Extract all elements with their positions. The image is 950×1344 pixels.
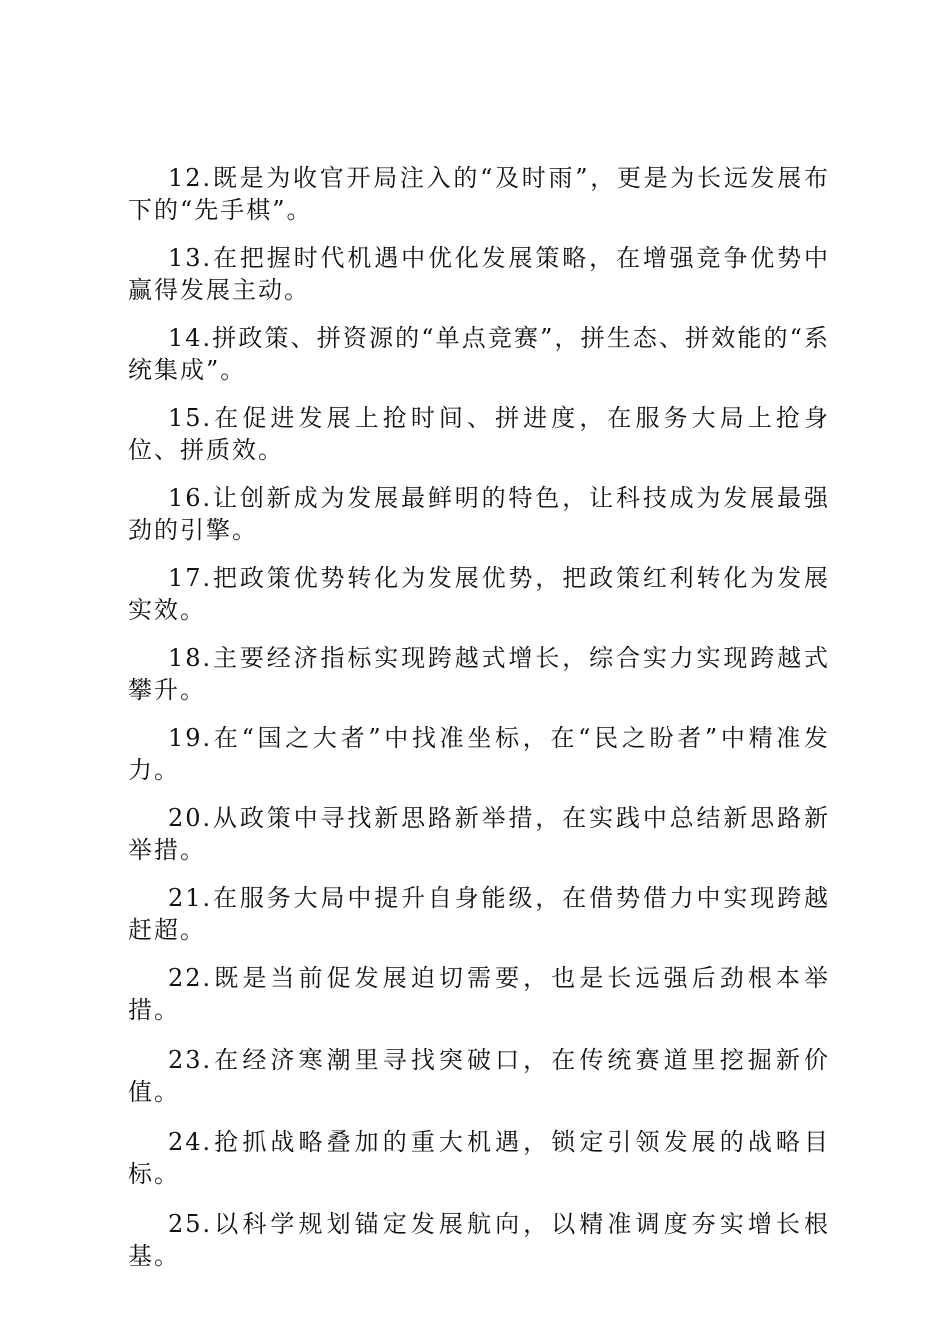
paragraph-18: 18.主要经济指标实现跨越式增长，综合实力实现跨越式攀升。 <box>128 644 830 704</box>
paragraph-13: 13.在把握时代机遇中优化发展策略，在增强竞争优势中赢得发展主动。 <box>128 244 830 304</box>
paragraph-19: 19.在“国之大者”中找准坐标，在“民之盼者”中精准发力。 <box>128 724 830 784</box>
paragraph-25: 25.以科学规划锚定发展航向，以精准调度夯实增长根基。 <box>128 1210 830 1270</box>
paragraph-12: 12.既是为收官开局注入的“及时雨”，更是为长远发展布下的“先手棋”。 <box>128 164 830 224</box>
paragraph-16: 16.让创新成为发展最鲜明的特色，让科技成为发展最强劲的引擎。 <box>128 484 830 544</box>
paragraph-24: 24.抢抓战略叠加的重大机遇，锁定引领发展的战略目标。 <box>128 1128 830 1188</box>
paragraph-17: 17.把政策优势转化为发展优势，把政策红利转化为发展实效。 <box>128 564 830 624</box>
paragraph-15: 15.在促进发展上抢时间、拼进度，在服务大局上抢身位、拼质效。 <box>128 404 830 464</box>
paragraph-21: 21.在服务大局中提升自身能级，在借势借力中实现跨越赶超。 <box>128 884 830 944</box>
paragraph-23: 23.在经济寒潮里寻找突破口，在传统赛道里挖掘新价值。 <box>128 1046 830 1106</box>
paragraph-14: 14.拼政策、拼资源的“单点竞赛”，拼生态、拼效能的“系统集成”。 <box>128 324 830 384</box>
paragraph-22: 22.既是当前促发展迫切需要，也是长远强后劲根本举措。 <box>128 964 830 1024</box>
document-body <box>128 162 830 1290</box>
paragraph-20: 20.从政策中寻找新思路新举措，在实践中总结新思路新举措。 <box>128 804 830 864</box>
